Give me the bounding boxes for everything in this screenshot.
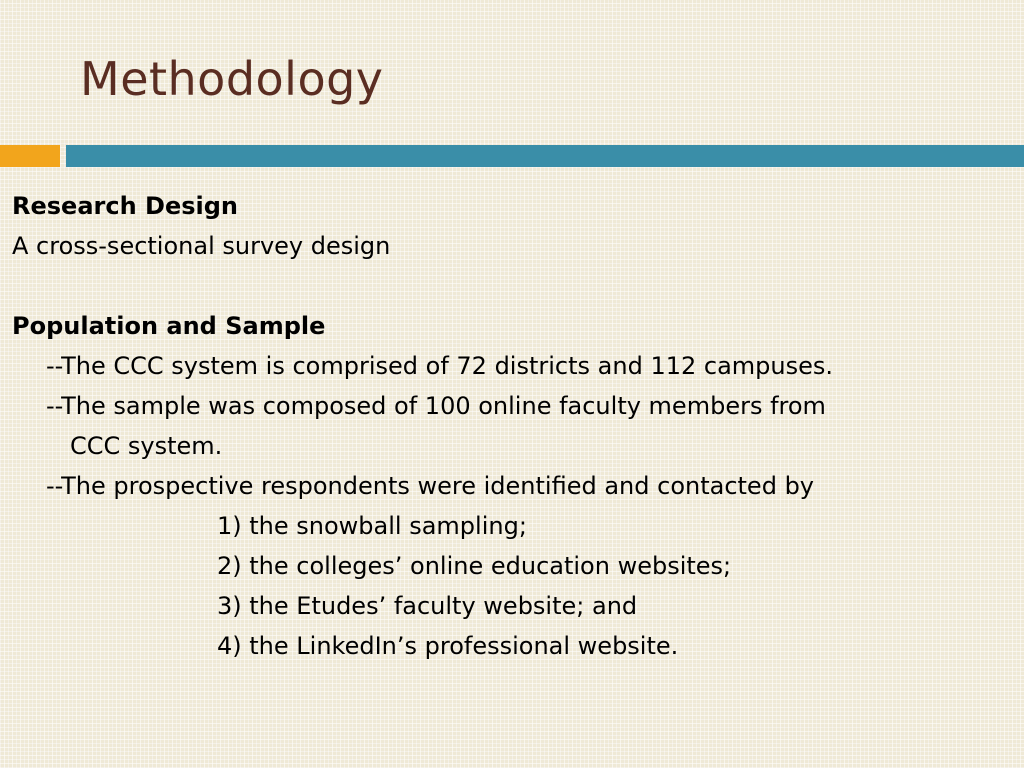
method-item-linkedin: 4) the LinkedIn’s professional website. <box>217 632 679 660</box>
slide-title: Methodology <box>80 52 384 106</box>
population-sample-heading: Population and Sample <box>12 312 326 340</box>
population-point-districts: --The CCC system is comprised of 72 districts and 112 campuses. <box>46 352 834 380</box>
population-point-sample-cont: CCC system. <box>70 432 223 460</box>
accent-square <box>0 145 60 167</box>
accent-bar <box>66 145 1024 167</box>
slide-body <box>12 186 1017 666</box>
population-point-respondents: --The prospective respondents were identified and contacted by <box>46 472 814 500</box>
method-item-etudes: 3) the Etudes’ faculty website; and <box>217 592 638 620</box>
research-design-text: A cross-sectional survey design <box>12 232 391 260</box>
population-point-sample: --The sample was composed of 100 online faculty members from <box>46 392 826 420</box>
method-item-college-websites: 2) the colleges’ online education websites; <box>217 552 732 580</box>
spacer <box>12 266 1017 306</box>
research-design-heading: Research Design <box>12 192 238 220</box>
method-item-snowball: 1) the snowball sampling; <box>217 512 527 540</box>
